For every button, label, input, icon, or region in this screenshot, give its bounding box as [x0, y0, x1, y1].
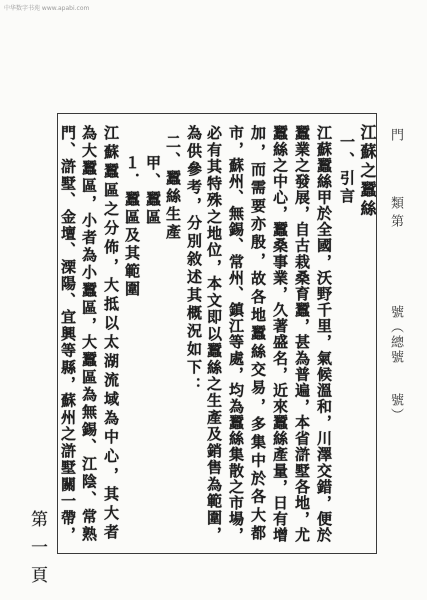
form-label-number-prefix: 第	[388, 214, 403, 229]
body-column: 蠶業之發展，自古栽桑育蠶，甚為普遍，本省滸墅各地，尤	[293, 125, 311, 543]
body-column: 蠶絲之中心，蠶桑事業，久著盛名，近來蠶絲產量，日有增	[271, 125, 289, 543]
form-label-section: 門	[388, 128, 403, 143]
page-label-suffix: 頁	[27, 566, 47, 583]
body-column: 加，而需要亦殷，故各地蠶絲交易，多集中於各大都	[249, 125, 267, 543]
page-label-number: 一	[27, 538, 47, 555]
document-title: 江蘇之蠶絲	[358, 124, 377, 219]
item-1-heading: １．蠶區及其範圍	[123, 155, 141, 299]
form-label-number: 號（總號	[388, 305, 403, 365]
form-label-category: 類	[388, 196, 403, 211]
body-column: 門、滸墅、金壇、溧陽、宜興等縣，蘇州之滸墅關一帶，	[59, 125, 77, 543]
body-column: 江蘇蠶區之分佈，大抵以太湖流域為中心，其大者	[102, 125, 120, 543]
body-column: 江蘇蠶絲甲於全國，沃野千里，氣候溫和，川澤交錯，便於	[315, 125, 333, 543]
body-column: 為供參考，分別敘述其概況如下：	[185, 125, 203, 395]
body-column: 為大蠶區，小者為小蠶區，大蠶區為無錫、江陰、常熟	[80, 125, 98, 543]
section-1-heading: 一、引言	[338, 134, 356, 206]
form-label-total-suffix: 號）	[388, 393, 403, 423]
body-column: 市，蘇州、無錫、常州、鎮江等處，均為蠶絲集散之市場，	[227, 125, 245, 543]
body-column: 必有其特殊之地位，本文即以蠶絲之生產及銷售為範圍，	[205, 125, 223, 543]
subsection-a-heading: 甲、蠶區	[144, 155, 162, 227]
page-label-prefix: 第	[27, 510, 47, 527]
section-2-heading: 二、蠶絲生產	[164, 134, 182, 242]
scan-watermark: 中华数字书苑 www.apabi.com	[4, 5, 90, 12]
